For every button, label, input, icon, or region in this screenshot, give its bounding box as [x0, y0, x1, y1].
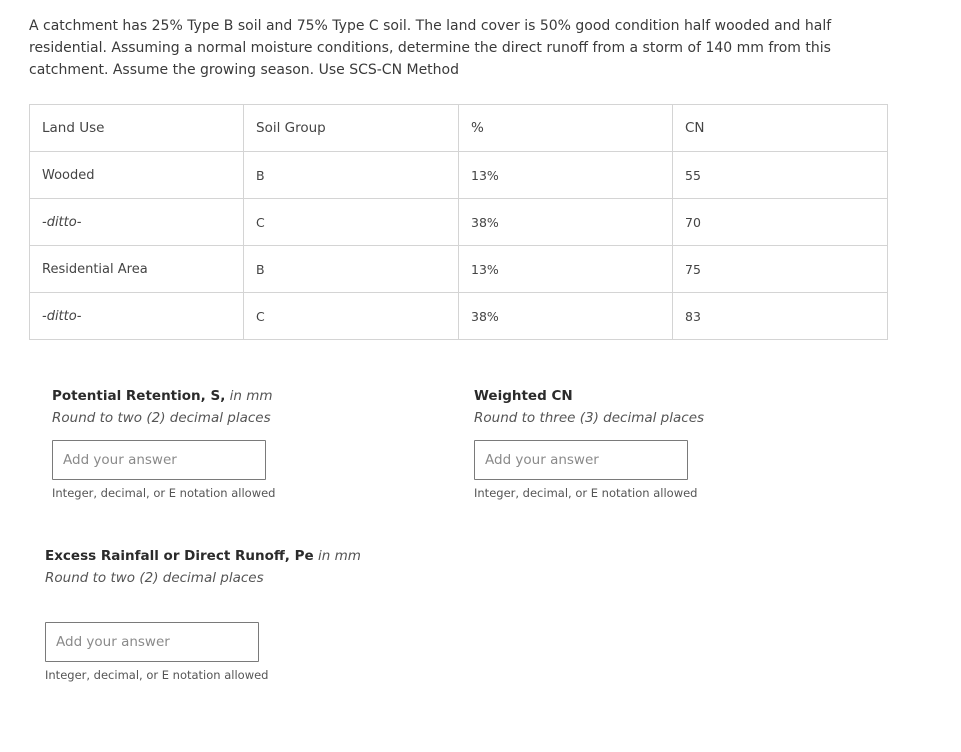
- weighted-cn-field: [474, 385, 704, 500]
- cell-soil-group: B: [244, 246, 459, 293]
- runoff-label-text: Excess Rainfall or Direct Runoff, Pe: [45, 548, 314, 564]
- retention-note: Integer, decimal, or E notation allowed: [52, 486, 276, 500]
- cell-cn: 75: [673, 246, 888, 293]
- weighted-cn-hint: Round to three (3) decimal places: [474, 410, 705, 426]
- table-row: [30, 152, 888, 199]
- runoff-note: Integer, decimal, or E notation allowed: [45, 668, 269, 682]
- table-row: [30, 199, 888, 246]
- cell-percent: 13%: [459, 246, 673, 293]
- cell-soil-group: B: [244, 152, 459, 199]
- weighted-cn-label-text: Weighted CN: [474, 388, 573, 404]
- cell-land-use: Wooded: [30, 152, 244, 199]
- retention-label-text: Potential Retention, S,: [52, 388, 226, 404]
- header-land-use: Land Use: [30, 105, 244, 152]
- table-header-row: [30, 105, 888, 152]
- weighted-cn-note: Integer, decimal, or E notation allowed: [474, 486, 698, 500]
- cell-percent: 38%: [459, 199, 673, 246]
- runoff-input[interactable]: [45, 622, 259, 662]
- retention-field: [52, 385, 276, 500]
- question-text: A catchment has 25% Type B soil and 75% Type C soil. The land cover is 50% good condition half wooded and half residential. Assuming a normal moisture conditions, determine the direct runoff from a storm of 140 mm from this catchment. Assume the growing season. Use SCS-CN Method: [29, 18, 832, 78]
- table-row: [30, 293, 888, 340]
- cell-soil-group: C: [244, 199, 459, 246]
- retention-unit: in mm: [229, 388, 273, 404]
- cell-percent: 38%: [459, 293, 673, 340]
- weighted-cn-input[interactable]: [474, 440, 688, 480]
- runoff-unit: in mm: [317, 548, 361, 564]
- land-use-table: [29, 104, 888, 340]
- retention-label: [52, 385, 276, 407]
- cell-land-use: -ditto-: [30, 199, 244, 246]
- table-row: [30, 246, 888, 293]
- weighted-cn-label: [474, 385, 704, 407]
- header-cn: CN: [673, 105, 888, 152]
- cell-cn: 83: [673, 293, 888, 340]
- cell-land-use: Residential Area: [30, 246, 244, 293]
- cell-soil-group: C: [244, 293, 459, 340]
- header-soil-group: Soil Group: [244, 105, 459, 152]
- retention-input[interactable]: [52, 440, 266, 480]
- cell-cn: 55: [673, 152, 888, 199]
- cell-cn: 70: [673, 199, 888, 246]
- runoff-label: [45, 545, 361, 567]
- header-percent: %: [459, 105, 673, 152]
- runoff-field: [45, 545, 361, 682]
- cell-percent: 13%: [459, 152, 673, 199]
- cell-land-use: -ditto-: [30, 293, 244, 340]
- runoff-hint: Round to two (2) decimal places: [45, 570, 264, 586]
- retention-hint: Round to two (2) decimal places: [52, 410, 271, 426]
